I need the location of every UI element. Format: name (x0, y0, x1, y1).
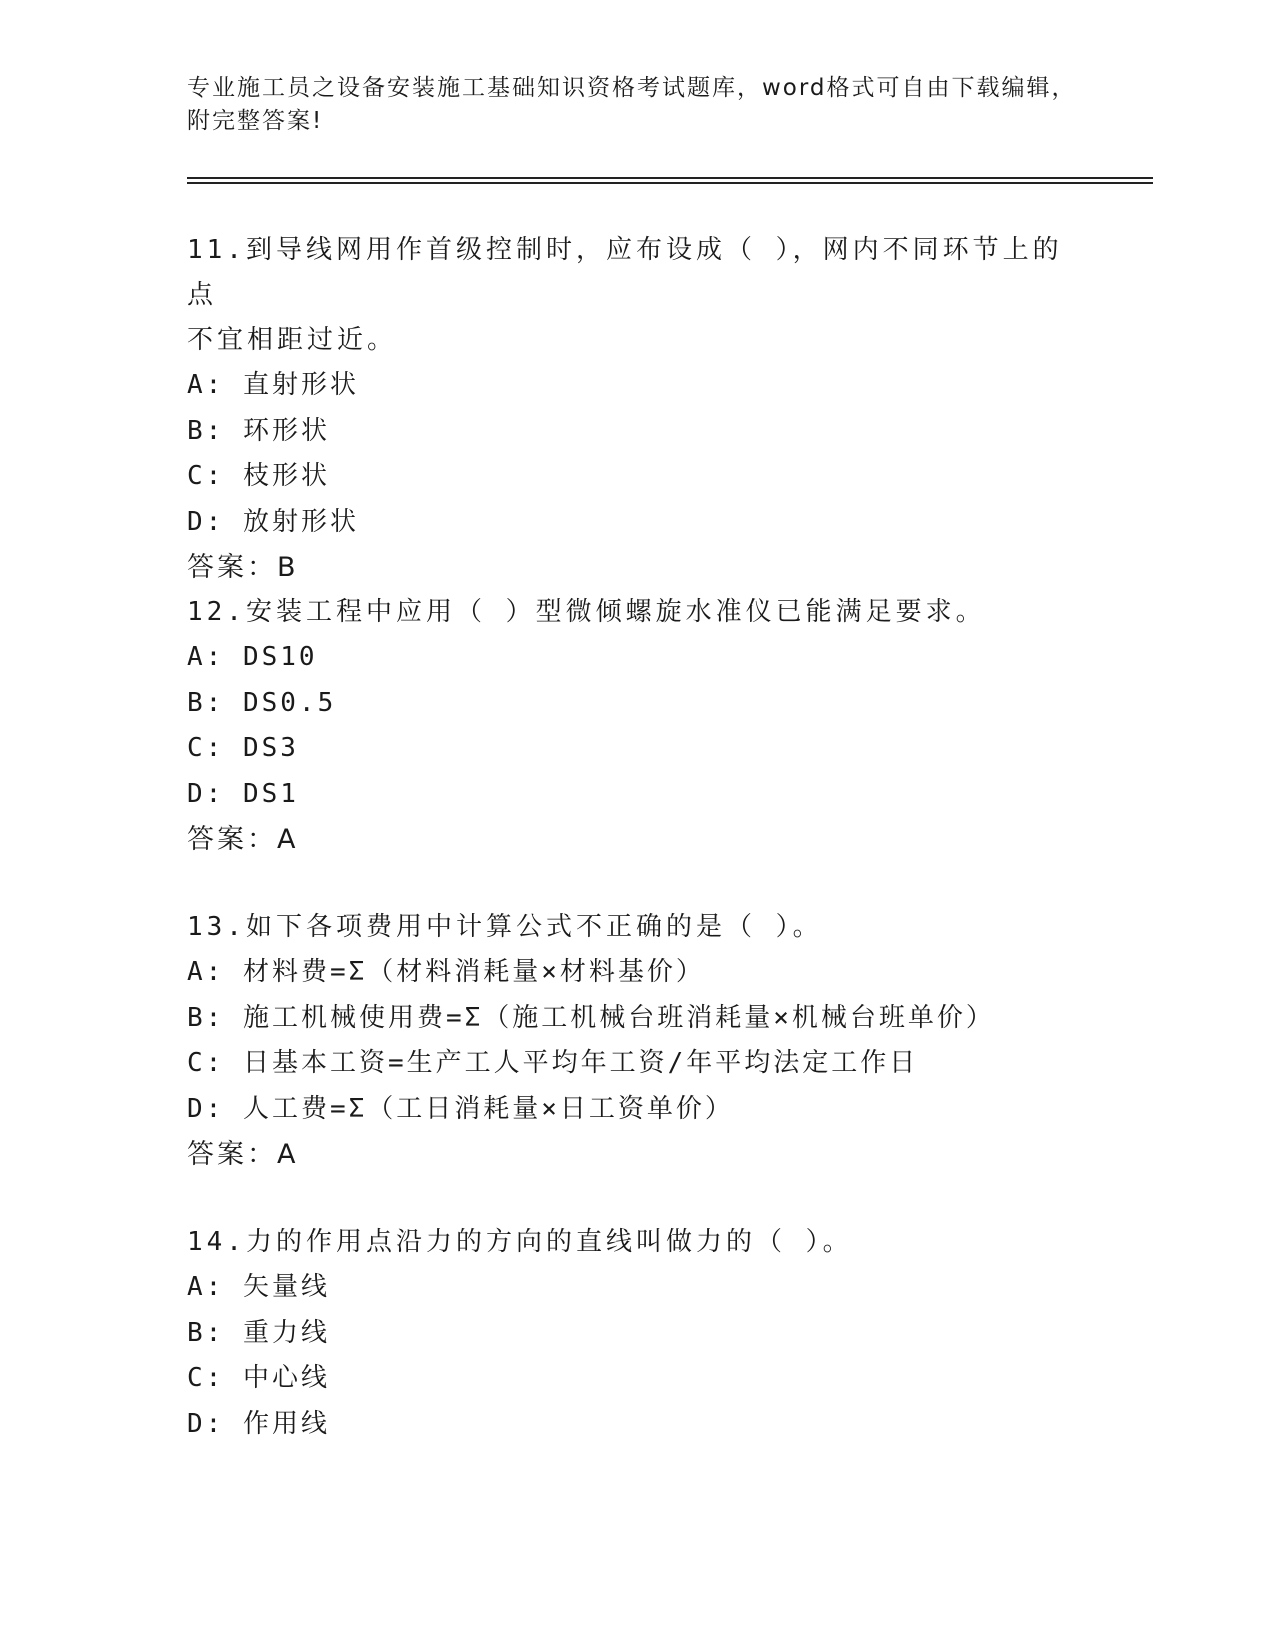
header-line-2: 附完整答案! (187, 108, 324, 134)
header-divider-bottom (187, 182, 1153, 184)
option-d: D: 作用线 (187, 1408, 330, 1439)
option-d: D: DS1 (187, 778, 299, 809)
document-header (187, 72, 1087, 138)
option-c: C: 中心线 (187, 1363, 330, 1393)
option-d: D: 人工费=Σ（工日消耗量×日工资单价） (187, 1093, 734, 1124)
option-c: C: 枝形状 (187, 461, 330, 491)
option-b: B: 环形状 (187, 415, 330, 446)
option-a: A: 矢量线 (187, 1272, 330, 1302)
option-d: D: 放射形状 (187, 506, 359, 537)
answer: 答案：A (187, 1139, 299, 1170)
question-stem: 13.如下各项费用中计算公式不正确的是（ ）。 (187, 912, 823, 942)
option-a: A: 材料费=Σ（材料消耗量×材料基价） (187, 957, 705, 987)
header-line-1: 专业施工员之设备安装施工基础知识资格考试题库，word格式可自由下载编辑， (187, 75, 1077, 101)
question-14 (187, 1220, 1087, 1447)
option-b: B: DS0.5 (187, 687, 337, 718)
option-a: A: 直射形状 (187, 370, 359, 400)
question-12 (187, 590, 1087, 862)
question-stem-continued: 不宜相距过近。 (187, 325, 398, 355)
option-c: C: DS3 (187, 733, 299, 763)
option-c: C: 日基本工资=生产工人平均年工资/年平均法定工作日 (187, 1048, 919, 1078)
option-b: B: 重力线 (187, 1317, 330, 1348)
question-11 (187, 228, 1087, 590)
question-stem: 14.力的作用点沿力的方向的直线叫做力的（ ）。 (187, 1227, 853, 1257)
question-stem: 12.安装工程中应用（ ）型微倾螺旋水准仪已能满足要求。 (187, 597, 986, 627)
answer: 答案：A (187, 824, 299, 855)
question-13 (187, 905, 1087, 1177)
answer: 答案：B (187, 552, 299, 583)
header-divider-top (187, 177, 1153, 179)
option-a: A: DS10 (187, 642, 318, 672)
question-stem: 11.到导线网用作首级控制时，应布设成（ ），网内不同环节上的点 (187, 235, 1063, 310)
option-b: B: 施工机械使用费=Σ（施工机械台班消耗量×机械台班单价） (187, 1002, 995, 1033)
